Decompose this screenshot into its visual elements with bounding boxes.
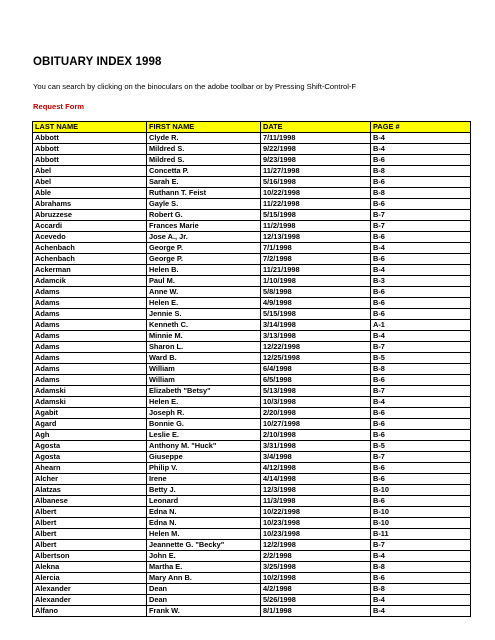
cell-page: B-4 [371,595,471,606]
cell-first-name: William [147,375,261,386]
cell-first-name: Mary Ann B. [147,573,261,584]
table-row [33,452,471,463]
cell-date: 7/11/1998 [261,133,371,144]
cell-page: B-4 [371,397,471,408]
cell-first-name: Frances Marie [147,221,261,232]
cell-last-name: Abrahams [33,199,147,210]
table-row [33,133,471,144]
cell-first-name: Frank W. [147,606,261,617]
cell-last-name: Albert [33,507,147,518]
cell-first-name: William [147,364,261,375]
cell-page: B-10 [371,507,471,518]
cell-first-name: Jeannette G. "Becky" [147,540,261,551]
table-row [33,276,471,287]
page-title: OBITUARY INDEX 1998 [33,56,162,68]
cell-last-name: Abruzzese [33,210,147,221]
table-row [33,430,471,441]
table-row [33,177,471,188]
table-row [33,441,471,452]
cell-last-name: Adams [33,331,147,342]
cell-first-name: Paul M. [147,276,261,287]
table-row [33,529,471,540]
cell-date: 5/15/1998 [261,309,371,320]
cell-last-name: Abbott [33,144,147,155]
table-row [33,320,471,331]
cell-last-name: Alcher [33,474,147,485]
request-form-link[interactable]: Request Form [33,102,85,111]
table-row [33,606,471,617]
table-row [33,298,471,309]
cell-page: B-7 [371,452,471,463]
cell-last-name: Adams [33,353,147,364]
table-row [33,309,471,320]
cell-last-name: Able [33,188,147,199]
cell-first-name: Ruthann T. Feist [147,188,261,199]
cell-page: B-10 [371,485,471,496]
table-header-row [33,122,471,133]
cell-first-name: Philip V. [147,463,261,474]
cell-date: 10/23/1998 [261,518,371,529]
cell-date: 4/2/1998 [261,584,371,595]
cell-first-name: Elizabeth "Betsy" [147,386,261,397]
cell-date: 2/20/1998 [261,408,371,419]
cell-first-name: John E. [147,551,261,562]
cell-first-name: George P. [147,254,261,265]
cell-date: 3/14/1998 [261,320,371,331]
cell-first-name: Edna N. [147,507,261,518]
cell-date: 10/22/1998 [261,188,371,199]
cell-date: 10/22/1998 [261,507,371,518]
cell-page: B-6 [371,199,471,210]
cell-page: B-5 [371,441,471,452]
header-page: PAGE # [371,122,471,133]
cell-date: 12/22/1998 [261,342,371,353]
table-row [33,507,471,518]
table-row [33,397,471,408]
cell-page: B-6 [371,375,471,386]
cell-last-name: Agabit [33,408,147,419]
cell-last-name: Albert [33,540,147,551]
cell-last-name: Alercia [33,573,147,584]
table-row [33,155,471,166]
table-row [33,540,471,551]
cell-last-name: Ackerman [33,265,147,276]
cell-date: 5/13/1998 [261,386,371,397]
cell-date: 11/22/1998 [261,199,371,210]
cell-date: 7/2/1998 [261,254,371,265]
cell-first-name: Ward B. [147,353,261,364]
cell-first-name: Clyde R. [147,133,261,144]
cell-date: 10/27/1998 [261,419,371,430]
cell-last-name: Achenbach [33,254,147,265]
table-row [33,364,471,375]
cell-last-name: Albert [33,518,147,529]
cell-first-name: Jose A., Jr. [147,232,261,243]
cell-date: 6/5/1998 [261,375,371,386]
cell-last-name: Albert [33,529,147,540]
cell-page: B-4 [371,243,471,254]
table-row [33,375,471,386]
cell-first-name: Gayle S. [147,199,261,210]
cell-first-name: George P. [147,243,261,254]
cell-first-name: Edna N. [147,518,261,529]
cell-page: B-6 [371,177,471,188]
cell-last-name: Abbott [33,133,147,144]
cell-date: 11/2/1998 [261,221,371,232]
cell-last-name: Adamski [33,397,147,408]
table-row [33,496,471,507]
table-row [33,474,471,485]
cell-date: 1/10/1998 [261,276,371,287]
cell-page: B-6 [371,155,471,166]
cell-first-name: Anthony M. "Huck" [147,441,261,452]
header-date: DATE [261,122,371,133]
cell-last-name: Adams [33,309,147,320]
cell-date: 10/2/1998 [261,573,371,584]
cell-date: 12/25/1998 [261,353,371,364]
cell-page: B-6 [371,254,471,265]
cell-first-name: Helen M. [147,529,261,540]
cell-date: 11/27/1998 [261,166,371,177]
cell-last-name: Agh [33,430,147,441]
cell-last-name: Alatzas [33,485,147,496]
cell-last-name: Alfano [33,606,147,617]
cell-first-name: Dean [147,584,261,595]
cell-page: B-4 [371,133,471,144]
cell-last-name: Alekna [33,562,147,573]
cell-date: 10/3/1998 [261,397,371,408]
cell-page: B-6 [371,463,471,474]
table-row [33,210,471,221]
table-row [33,485,471,496]
cell-last-name: Adamcik [33,276,147,287]
cell-page: B-11 [371,529,471,540]
cell-first-name: Martha E. [147,562,261,573]
cell-page: B-8 [371,166,471,177]
cell-page: B-6 [371,408,471,419]
cell-page: B-6 [371,573,471,584]
cell-page: B-6 [371,474,471,485]
cell-first-name: Helen B. [147,265,261,276]
header-last-name: LAST NAME [33,122,147,133]
cell-first-name: Betty J. [147,485,261,496]
cell-page: B-6 [371,309,471,320]
cell-page: B-5 [371,353,471,364]
cell-last-name: Agosta [33,441,147,452]
table-row [33,254,471,265]
cell-last-name: Adams [33,298,147,309]
cell-date: 12/13/1998 [261,232,371,243]
cell-page: B-8 [371,584,471,595]
cell-date: 5/26/1998 [261,595,371,606]
cell-date: 5/15/1998 [261,210,371,221]
cell-page: B-7 [371,210,471,221]
cell-date: 12/3/1998 [261,485,371,496]
cell-first-name: Sharon L. [147,342,261,353]
cell-page: B-6 [371,430,471,441]
table-row [33,265,471,276]
cell-date: 2/10/1998 [261,430,371,441]
cell-date: 12/2/1998 [261,540,371,551]
cell-page: B-7 [371,540,471,551]
cell-last-name: Adams [33,342,147,353]
cell-page: B-7 [371,342,471,353]
cell-first-name: Kenneth C. [147,320,261,331]
cell-last-name: Abel [33,177,147,188]
cell-first-name: Irene [147,474,261,485]
table-row [33,166,471,177]
cell-first-name: Joseph R. [147,408,261,419]
cell-last-name: Agosta [33,452,147,463]
cell-page: B-8 [371,188,471,199]
cell-first-name: Bonnie G. [147,419,261,430]
cell-date: 2/2/1998 [261,551,371,562]
cell-last-name: Adams [33,364,147,375]
table-row [33,551,471,562]
table-row [33,243,471,254]
cell-page: B-8 [371,364,471,375]
cell-date: 4/12/1998 [261,463,371,474]
cell-first-name: Dean [147,595,261,606]
table-row [33,188,471,199]
cell-last-name: Ahearn [33,463,147,474]
cell-last-name: Acevedo [33,232,147,243]
cell-page: B-4 [371,265,471,276]
cell-first-name: Leonard [147,496,261,507]
cell-last-name: Alexander [33,595,147,606]
cell-page: B-6 [371,232,471,243]
cell-page: B-4 [371,331,471,342]
cell-date: 3/25/1998 [261,562,371,573]
table-row [33,562,471,573]
cell-date: 11/21/1998 [261,265,371,276]
cell-page: B-4 [371,606,471,617]
cell-page: B-4 [371,144,471,155]
cell-first-name: Concetta P. [147,166,261,177]
header-first-name: FIRST NAME [147,122,261,133]
table-row [33,342,471,353]
cell-date: 9/23/1998 [261,155,371,166]
cell-page: B-4 [371,551,471,562]
cell-page: A-1 [371,320,471,331]
cell-page: B-3 [371,276,471,287]
cell-first-name: Helen E. [147,397,261,408]
cell-first-name: Sarah E. [147,177,261,188]
table-body [33,133,471,617]
cell-last-name: Achenbach [33,243,147,254]
table-row [33,232,471,243]
cell-date: 4/9/1998 [261,298,371,309]
cell-date: 3/4/1998 [261,452,371,463]
table-row [33,287,471,298]
cell-last-name: Albertson [33,551,147,562]
cell-last-name: Abel [33,166,147,177]
table-row [33,595,471,606]
cell-last-name: Agard [33,419,147,430]
cell-first-name: Minnie M. [147,331,261,342]
cell-date: 9/22/1998 [261,144,371,155]
cell-page: B-6 [371,496,471,507]
cell-page: B-8 [371,562,471,573]
cell-last-name: Adamski [33,386,147,397]
cell-page: B-6 [371,419,471,430]
cell-last-name: Alexander [33,584,147,595]
table-row [33,463,471,474]
cell-page: B-10 [371,518,471,529]
cell-last-name: Accardi [33,221,147,232]
table-row [33,408,471,419]
cell-date: 3/31/1998 [261,441,371,452]
cell-date: 5/8/1998 [261,287,371,298]
cell-page: B-7 [371,221,471,232]
obituary-index-table [32,121,471,617]
cell-date: 8/1/1998 [261,606,371,617]
cell-last-name: Albanese [33,496,147,507]
table-row [33,419,471,430]
table-row [33,386,471,397]
cell-date: 11/3/1998 [261,496,371,507]
search-instructions: You can search by clicking on the binoculars on the adobe toolbar or by Pressing Shift-Control-F [33,82,357,91]
cell-date: 7/1/1998 [261,243,371,254]
cell-date: 3/13/1998 [261,331,371,342]
cell-first-name: Leslie E. [147,430,261,441]
cell-date: 5/16/1998 [261,177,371,188]
cell-first-name: Jennie S. [147,309,261,320]
table-row [33,573,471,584]
cell-last-name: Adams [33,375,147,386]
cell-last-name: Adams [33,287,147,298]
cell-page: B-6 [371,287,471,298]
table-row [33,518,471,529]
cell-last-name: Adams [33,320,147,331]
cell-date: 4/14/1998 [261,474,371,485]
cell-date: 10/23/1998 [261,529,371,540]
cell-first-name: Mildred S. [147,155,261,166]
table-row [33,144,471,155]
cell-page: B-6 [371,298,471,309]
cell-first-name: Helen E. [147,298,261,309]
cell-date: 6/4/1998 [261,364,371,375]
cell-first-name: Anne W. [147,287,261,298]
cell-last-name: Abbott [33,155,147,166]
cell-first-name: Giuseppe [147,452,261,463]
cell-first-name: Mildred S. [147,144,261,155]
cell-page: B-7 [371,386,471,397]
table-row [33,353,471,364]
table-row [33,221,471,232]
table-row [33,331,471,342]
cell-first-name: Robert G. [147,210,261,221]
table-row [33,199,471,210]
table-row [33,584,471,595]
